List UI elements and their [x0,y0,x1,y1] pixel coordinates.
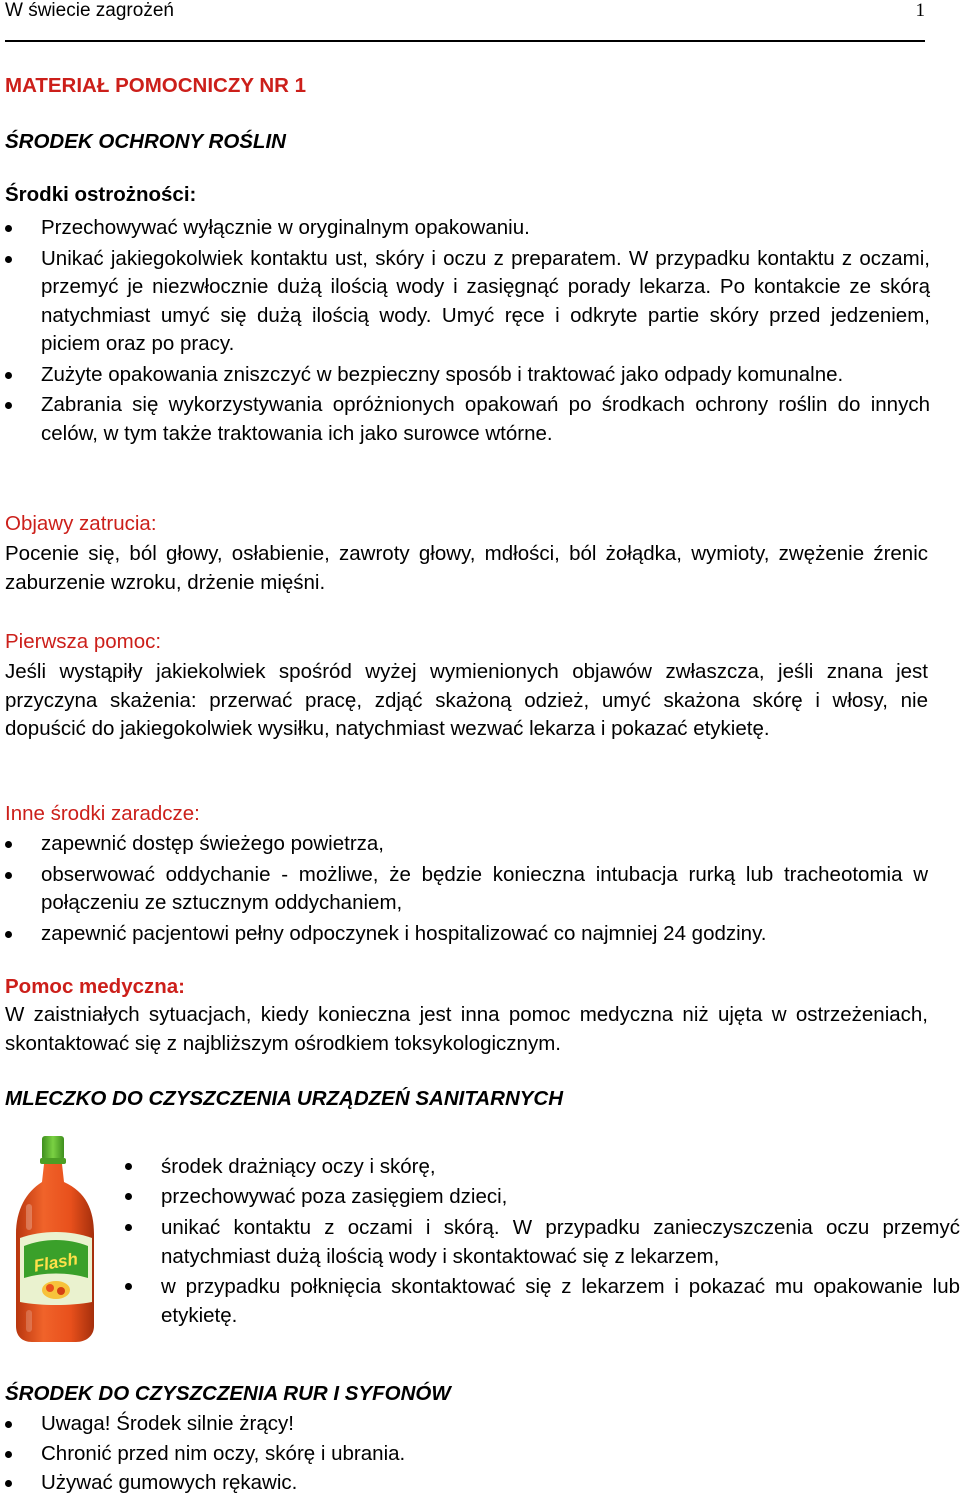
list-item: Używać gumowych rękawic. [5,1469,928,1498]
list-item: unikać kontaktu z oczami i skórą. W przypadku zanieczyszczenia oczu przemyć natychmiast dużą ilością wody i skontaktować się z lekarzem, [125,1213,960,1272]
svg-text:Flash: Flash [32,1249,80,1276]
page-number: 1 [915,0,925,21]
section3-title: ŚRODEK DO CZYSZCZENIA RUR I SYFONÓW [5,1382,451,1405]
section2-title: MLECZKO DO CZYSZCZENIA URZĄDZEŃ SANITARNYCH [5,1087,564,1110]
other-measures-heading: Inne środki zaradcze: [5,802,200,825]
other-measures-list [5,830,928,948]
section2-list [125,1152,960,1331]
list-item: Przechowywać wyłącznie w oryginalnym opakowaniu. [5,214,930,243]
medical-heading: Pomoc medyczna: [5,975,185,998]
section2-list-wrap [125,1152,960,1331]
list-item: środek drażniący oczy i skórę, [125,1152,960,1181]
medical-text: W zaistniałych sytuacjach, kiedy konieczna jest inna pomoc medyczna niż ujęta w ostrzeżeniach, skontaktować się z najbliższym ośrodkiem toksykologicznym. [5,1003,928,1055]
list-item: w przypadku połknięcia skontaktować się z lekarzem i pokazać mu opakowanie lub etykietę. [125,1272,960,1331]
list-item: Uwaga! Środek silnie żrący! [5,1410,928,1439]
header-divider [5,40,925,42]
first-aid-heading: Pierwsza pomoc: [5,630,162,653]
list-item: Zabrania się wykorzystywania opróżnionych opakowań po środkach ochrony roślin do innych celów, w tym także traktowania ich jako surowce wtórne. [5,391,930,448]
header-title: W świecie zagrożeń [5,0,174,21]
list-item: Unikać jakiegokolwiek kontaktu ust, skóry i oczu z preparatem. W przypadku kontaktu z oczami, przemyć je niezwłocznie dużą ilością wody i zasięgnąć porady lekarza. Po kontakcie ze skórą natychmiast umyć się dużą ilością wody. Umyć ręce i odkryte partie skóry przed jedzeniem, piciem oraz po pracy. [5,245,930,359]
symptoms-text: Pocenie się, ból głowy, osłabienie, zawroty głowy, mdłości, ból żołądka, wymioty, zwężenie źrenic zaburzenie wzroku, drżenie mięśni. [5,542,928,594]
list-item: zapewnić pacjentowi pełny odpoczynek i hospitalizować co najmniej 24 godziny. [5,920,928,949]
list-item: Zużyte opakowania zniszczyć w bezpieczny sposób i traktować jako odpady komunalne. [5,361,930,390]
list-item: przechowywać poza zasięgiem dzieci, [125,1182,960,1211]
list-item: zapewnić dostęp świeżego powietrza, [5,830,928,859]
list-item: obserwować oddychanie - możliwe, że będzie konieczna intubacja rurką lub tracheotomia w połączeniu ze sztucznym oddychaniem, [5,861,928,918]
precautions-heading: Środki ostrożności: [5,183,197,206]
section1-title: ŚRODEK OCHRONY ROŚLIN [5,130,286,153]
material-title: MATERIAŁ POMOCNICZY NR 1 [5,74,307,97]
first-aid-text: Jeśli wystąpiły jakiekolwiek spośród wyżej wymienionych objawów zwłaszcza, jeśli znana jest przyczyna skażenia: przerwać pracę, zdjąć skażoną odzież, umyć skażona skórę i włosy, nie dopuścić do jakiegokolwiek wysiłku, natychmiast wezwać lekarza i pokazać etykietę. [5,660,928,740]
precautions-list-wrap [5,214,930,448]
section3-list [5,1410,928,1498]
page-header [5,0,925,44]
other-measures-wrap [5,830,928,948]
list-item: Chronić przed nim oczy, skórę i ubrania. [5,1440,928,1469]
bottle-icon [12,1130,112,1350]
section3-list-wrap [5,1410,928,1498]
flash-bottle-image [12,1130,112,1350]
precautions-list [5,214,930,448]
symptoms-heading: Objawy zatrucia: [5,512,157,535]
